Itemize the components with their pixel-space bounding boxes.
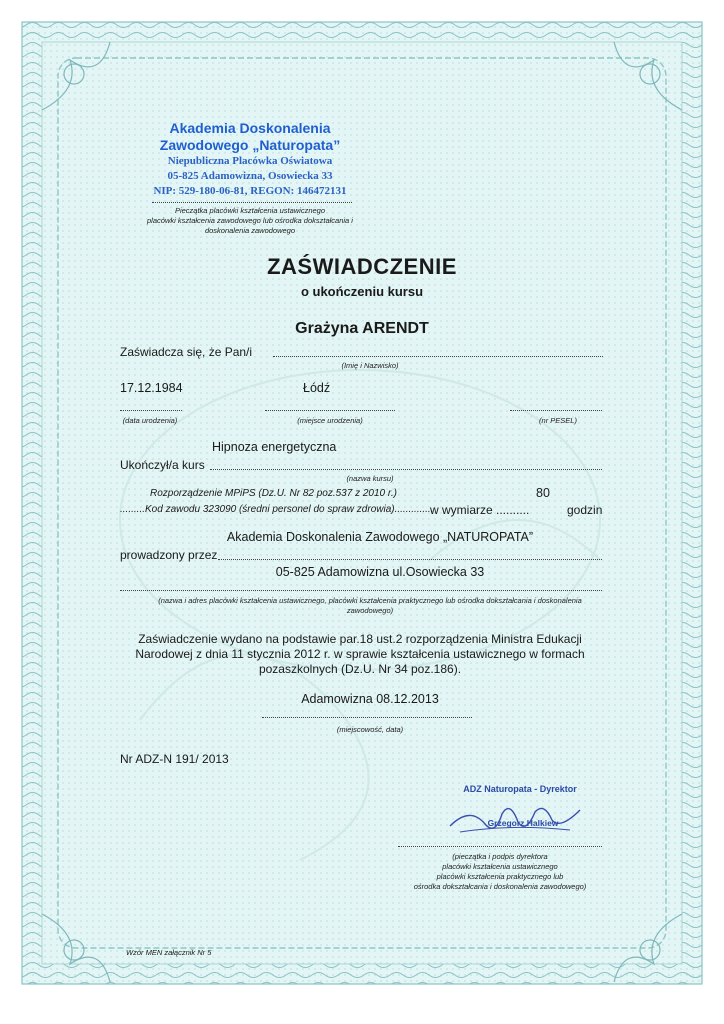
director-name-stamp	[458, 818, 588, 828]
legal-basis-line-2: Narodowej z dnia 11 stycznia 2012 r. w sprawie kształcenia ustawicznego w formach	[135, 647, 585, 661]
issue-place-date: Adamowizna 08.12.2013	[301, 692, 439, 706]
pesel-caption: (nr PESEL)	[539, 416, 577, 425]
signature-caption	[396, 852, 604, 892]
birth-place-dotted-line	[265, 410, 395, 411]
legal-basis-line-1: Zaświadczenie wydano na podstawie par.18 ust.2 rozporządzenia Ministra Edukacji	[138, 632, 582, 646]
signature-dotted-line	[398, 846, 602, 847]
stamp-dotted-line	[152, 202, 352, 203]
signature-caption-line-4: ośrodka dokształcania i doskonalenia zawodowego)	[413, 882, 587, 891]
provider-name: Akademia Doskonalenia Zawodowego „NATUROPATA”	[226, 530, 534, 544]
holder-name: Grażyna ARENDT	[295, 320, 429, 337]
course-dotted-line	[210, 469, 602, 470]
director-stamp	[440, 784, 600, 794]
course-name-value: Hipnoza energetyczna	[212, 440, 337, 454]
stamp-caption	[110, 206, 390, 236]
stamp-line-3: Niepubliczna Placówka Oświatowa	[167, 155, 333, 167]
stamp-caption-line-3: doskonalenia zawodowego	[204, 226, 296, 235]
registration-number: Nr ADZ-N 191/ 2013	[120, 752, 229, 766]
stamp-line-2: Zawodowego „Naturopata”	[159, 137, 341, 153]
name-caption: (Imię i Nazwisko)	[341, 361, 399, 370]
provider-address: 05-825 Adamowizna ul.Osowiecka 33	[275, 565, 485, 579]
provider-label: prowadzony przez	[120, 548, 218, 562]
profession-code: .........Kod zawodu 323090 (średni personel do spraw zdrowia)..............	[120, 504, 434, 515]
signature-caption-line-2: placówki kształcenia ustawicznego	[442, 862, 558, 871]
director-stamp-line-1: ADZ Naturopata - Dyrektor	[463, 784, 577, 794]
birth-place-value: Łódź	[303, 381, 331, 395]
birth-date-value: 17.12.1984	[120, 381, 183, 395]
document-subtitle: o ukończeniu kursu	[300, 284, 424, 299]
legal-basis-line-3: pozaszkolnych (Dz.U. Nr 34 poz.186).	[258, 662, 462, 676]
hours-label: w wymiarze ..........	[430, 503, 530, 517]
birth-date-caption: (data urodzenia)	[122, 416, 178, 425]
provider-address-dotted-line	[120, 590, 602, 591]
birth-place-caption: (miejsce urodzenia)	[297, 416, 363, 425]
director-stamp-line-2: Grzegorz Halkiew	[487, 818, 559, 828]
signature-caption-line-3: placówki kształcenia praktycznego lub	[436, 872, 564, 881]
hours-value: 80	[536, 486, 550, 500]
institution-stamp	[110, 120, 390, 199]
signature-caption-line-1: (pieczątka i podpis dyrektora	[452, 852, 548, 861]
issue-caption: (miejscowość, data)	[336, 725, 404, 734]
stamp-line-4: 05-825 Adamowizna, Osowiecka 33	[167, 170, 333, 182]
birth-date-dotted-line	[120, 410, 182, 411]
document-title: ZAŚWIADCZENIE	[267, 254, 457, 279]
name-dotted-line	[273, 356, 603, 357]
footer-note: Wzór MEN załącznik Nr 5	[126, 948, 212, 957]
stamp-caption-line-2: placówki kształcenia zawodowego lub ośrodka dokształcania i	[147, 216, 353, 225]
hours-unit: godzin	[567, 503, 603, 517]
pesel-dotted-line	[510, 410, 602, 411]
stamp-line-5: NIP: 529-180-06-81, REGON: 146472131	[153, 185, 347, 197]
stamp-caption-line-1: Pieczątka placówki kształcenia ustawicznego	[174, 206, 326, 215]
stamp-line-1: Akademia Doskonalenia	[169, 120, 331, 136]
attest-label: Zaświadcza się, że Pan/i	[120, 345, 253, 359]
legal-basis	[110, 632, 610, 677]
issue-dotted-line	[262, 717, 472, 718]
regulation-text: Rozporządzenie MPiPS (Dz.U. Nr 82 poz.537 z 2010 r.)	[150, 488, 397, 499]
provider-dotted-line	[218, 559, 602, 560]
course-label: Ukończył/a kurs	[120, 458, 205, 472]
course-caption: (nazwa kursu)	[346, 474, 394, 483]
provider-caption: (nazwa i adres placówki kształcenia ustawicznego, placówki kształcenia praktycznego lub ośrodka dokształcania i doskonalenia zawodowego)	[158, 596, 582, 615]
